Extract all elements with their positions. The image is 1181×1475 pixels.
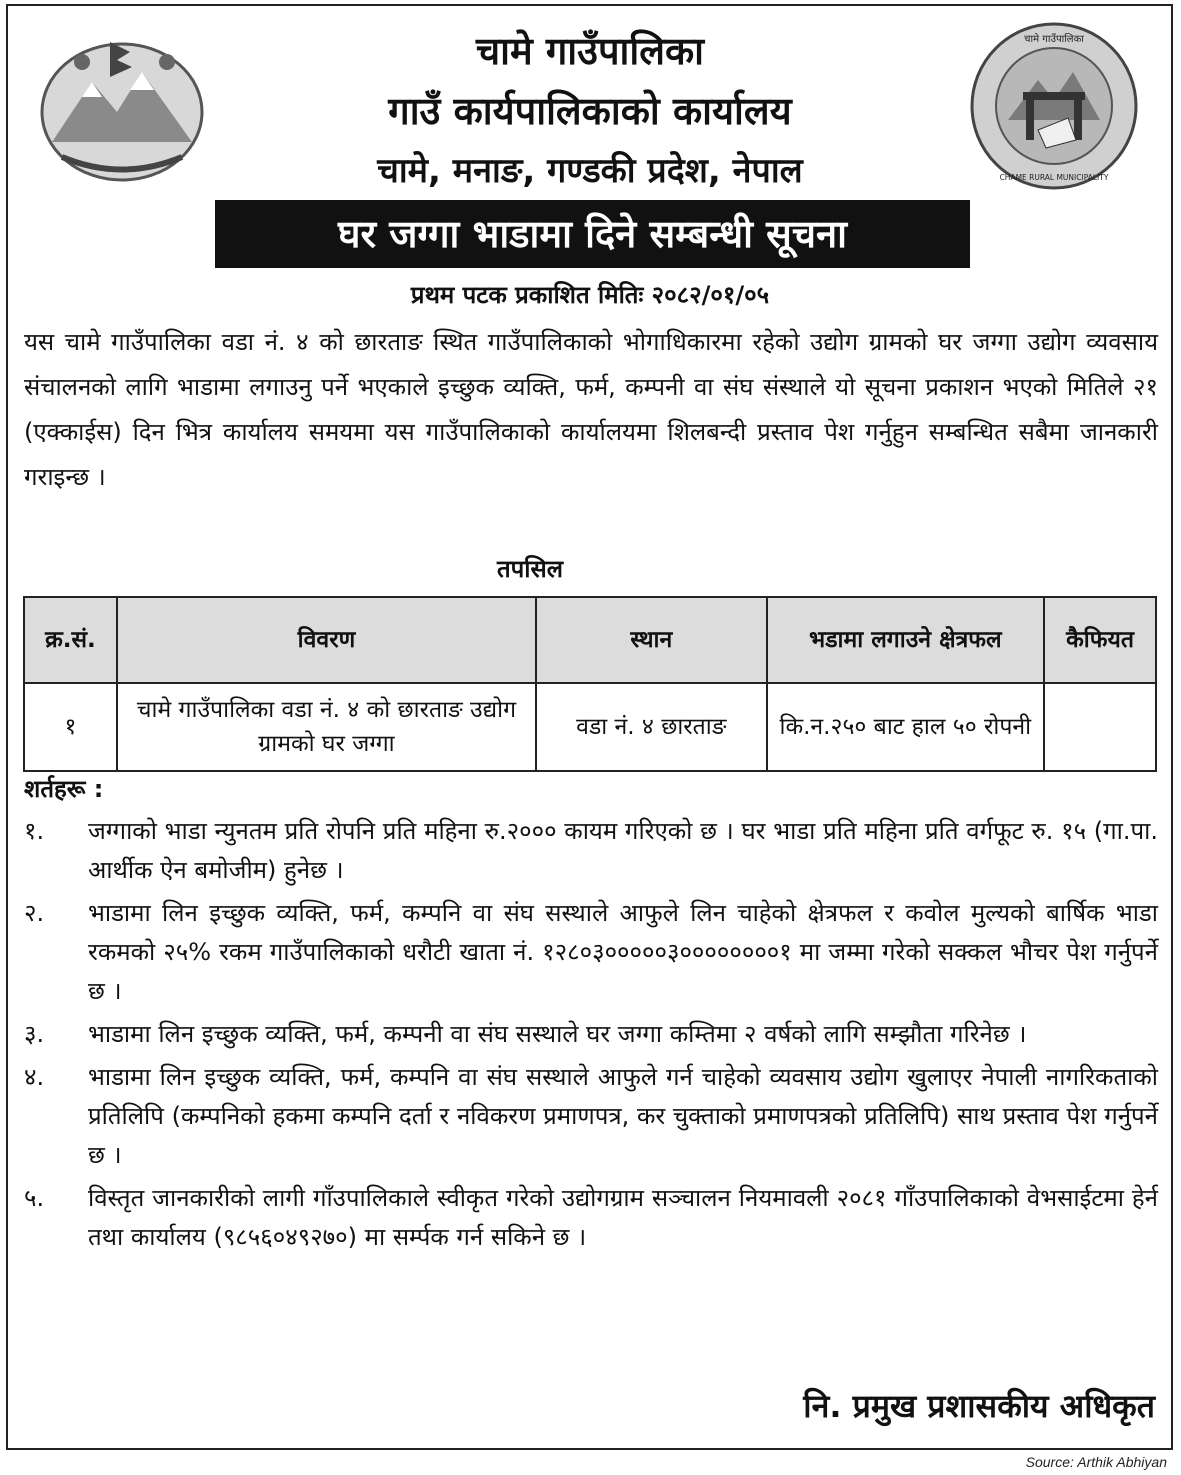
cell-serial: १: [24, 683, 117, 771]
nepal-emblem-icon: [22, 22, 222, 192]
term-text: भाडामा लिन इच्छुक व्यक्ति, फर्म, कम्पनि वा संघ सस्थाले आफुले गर्न चाहेको व्यवसाय उद्योग खुलाएर नेपाली नागरिकताको प्रतिलिपि (कम्पनिको हकमा कम्पनि दर्ता र नविकरण प्रमाणपत्र, कर चुक्ताको प्रमाणपत्रको प्रतिलिपि) साथ प्रस्ताव पेश गर्नुपर्ने छ ।: [88, 1063, 1158, 1169]
publish-date: प्रथम पटक प्रकाशित मितिः २०८२/०१/०५: [410, 281, 770, 309]
term-text: भाडामा लिन इच्छुक व्यक्ति, फर्म, कम्पनि वा संघ सस्थाले आफुले लिन चाहेको क्षेत्रफल र कवोल मुल्यको बार्षिक भाडा रकमको २५% रकम गाउँपालिकाको धरौटी खाता नं. १२८०३०००००३००००००००१ मा जम्मा गरेको सक्कल भौचर पेश गर्नुपर्ने छ ।: [88, 899, 1158, 1005]
terms-list: [24, 812, 1158, 1261]
term-text: भाडामा लिन इच्छुक व्यक्ति, फर्म, कम्पनी वा संघ सस्थाले घर जग्गा कम्तिमा २ वर्षको लागि सम्झौता गरिनेछ ।: [88, 1020, 1027, 1048]
office-address: चामे, मनाङ, गण्डकी प्रदेश, नेपाल: [377, 151, 803, 191]
list-item: [24, 894, 1158, 1011]
term-number: ५.: [24, 1184, 45, 1212]
cell-location: वडा नं. ४ छारताङ: [536, 683, 767, 771]
col-header-remarks: कैफियत: [1044, 597, 1156, 683]
cell-description: चामे गाउँपालिका वडा नं. ४ को छारताङ उद्योग ग्रामको घर जग्गा: [117, 683, 536, 771]
term-number: ३.: [24, 1020, 45, 1048]
col-header-location: स्थान: [536, 597, 767, 683]
term-number: १.: [24, 817, 45, 845]
term-text: जग्गाको भाडा न्युनतम प्रति रोपनि प्रति महिना रु.२००० कायम गरिएको छ । घर भाडा प्रति महिना प्रति वर्गफूट रु. १५ (गा.पा. आर्थीक ऐन बमोजीम) हुनेछ ।: [88, 817, 1158, 884]
list-item: [24, 1058, 1158, 1175]
intro-paragraph: यस चामे गाउँपालिका वडा नं. ४ को छारताङ स्थित गाउँपालिकाको भोगाधिकारमा रहेको उद्योग ग्रामको घर जग्गा उद्योग व्यवसाय संचालनको लागि भाडामा लगाउनु पर्ने भएकाले इच्छुक व्यक्ति, फर्म, कम्पनी वा संघ संस्थाले यो सूचना प्रकाशन भएको मितिले २१ (एक्काईस) दिन भित्र कार्यालय समयमा यस गाउँपालिकाको कार्यालयमा शिलबन्दी प्रस्ताव पेश गर्नुहुन सम्बन्धित सबैमा जानकारी गराइन्छ ।: [24, 328, 1158, 491]
source-credit: Source: Arthik Abhiyan: [1025, 1454, 1167, 1470]
emblem-top-text: चामे गाउँपालिका: [1024, 34, 1084, 45]
cell-area: कि.न.२५० बाट हाल ५० रोपनी: [767, 683, 1044, 771]
details-heading: तपसिल: [496, 555, 564, 583]
table-row: [24, 683, 1156, 771]
list-item: [24, 1179, 1158, 1257]
details-table: [23, 596, 1157, 772]
col-header-area: भडामा लगाउने क्षेत्रफल: [767, 597, 1044, 683]
notice-title-banner: घर जग्गा भाडामा दिने सम्बन्धी सूचना: [215, 200, 970, 268]
list-item: [24, 1015, 1158, 1054]
terms-heading: शर्तहरू :: [24, 775, 104, 803]
emblem-bottom-text: CHAME RURAL MUNICIPALITY: [999, 173, 1109, 182]
signature-title: नि. प्रमुख प्रशासकीय अधिकृत: [803, 1387, 1155, 1425]
chame-municipality-emblem-icon: [968, 20, 1140, 192]
cell-remarks: [1044, 683, 1156, 771]
col-header-serial: क्र.सं.: [24, 597, 117, 683]
term-text: विस्तृत जानकारीको लागी गाँउपालिकाले स्वीकृत गरेको उद्योगग्राम सञ्चालन नियमावली २०८१ गाँउपालिकाको वेभसाईटमा हेर्न तथा कार्यालय (९८५६०४९२७०) मा सर्म्पक गर्न सकिने छ ।: [88, 1184, 1158, 1251]
list-item: [24, 812, 1158, 890]
col-header-description: विवरण: [117, 597, 536, 683]
office-name: गाउँ कार्यपालिकाको कार्यालय: [388, 89, 792, 133]
term-number: २.: [24, 899, 45, 927]
municipality-name: चामे गाउँपालिका: [475, 29, 705, 73]
table-header-row: [24, 597, 1156, 683]
term-number: ४.: [24, 1063, 45, 1091]
